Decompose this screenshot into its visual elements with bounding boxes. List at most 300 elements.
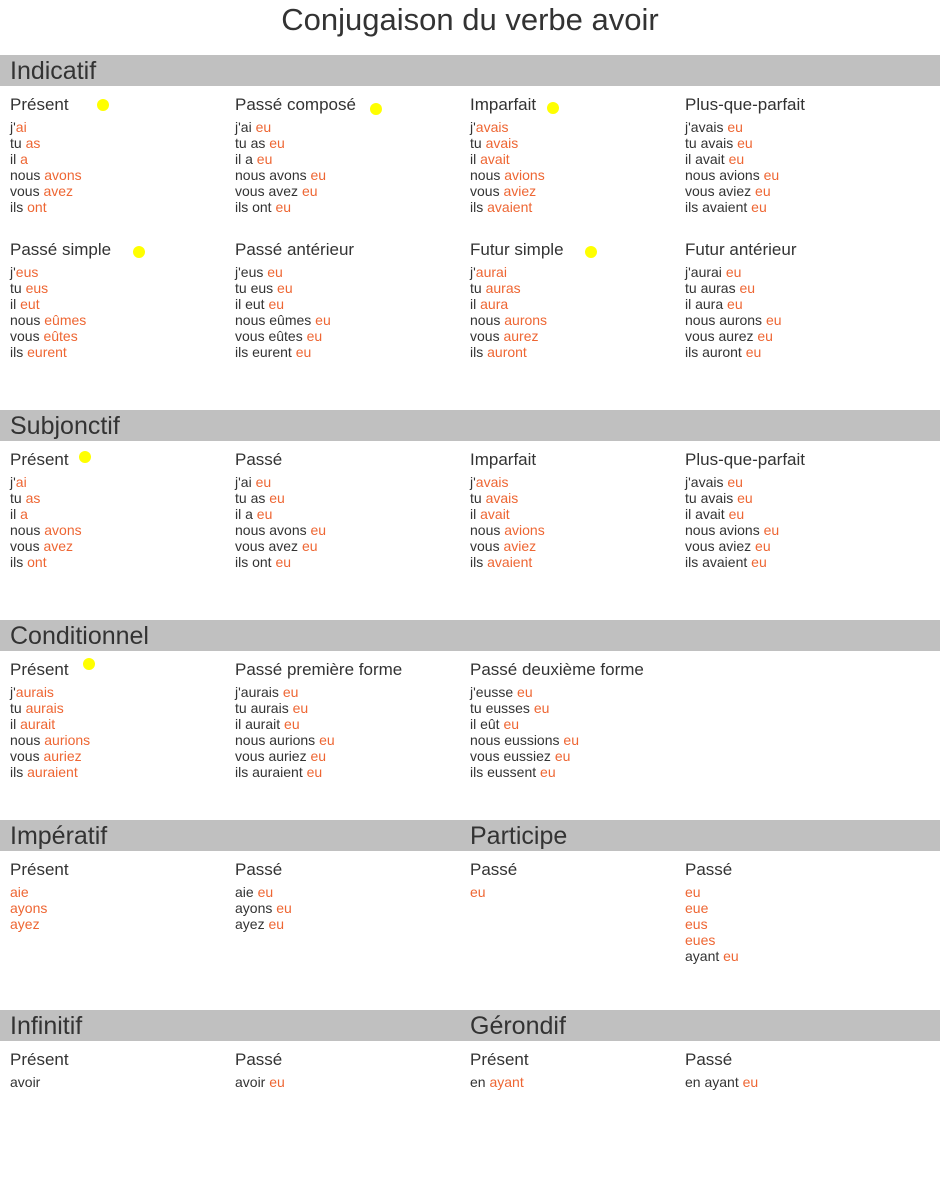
tense-block (10, 240, 240, 360)
conjugation-line (470, 135, 700, 151)
conjugation-stem: nous avons (235, 167, 311, 183)
conjugation-ending: eu (751, 199, 767, 215)
section-title: Infinitif (10, 1012, 83, 1040)
conjugation-stem: tu aurais (235, 700, 293, 716)
conjugation-line (685, 264, 915, 280)
section-title: Subjonctif (10, 412, 120, 440)
conjugation-line (470, 183, 700, 199)
conjugation-stem: il (470, 151, 481, 167)
conjugation-line (685, 916, 915, 932)
conjugation-line (235, 1074, 465, 1090)
conjugation-ending: avaient (487, 199, 533, 215)
tense-title: Plus-que-parfait (685, 450, 806, 469)
conjugation-stem: en ayant (685, 1074, 743, 1090)
conjugation-ending: a (20, 506, 28, 522)
conjugation-ending: auras (485, 280, 521, 296)
conjugation-stem: ils avaient (685, 199, 752, 215)
conjugation-line (10, 748, 240, 764)
tense-block (10, 660, 240, 780)
conjugation-list (685, 264, 915, 360)
conjugation-line (685, 296, 915, 312)
conjugation-line (470, 264, 700, 280)
conjugation-stem: il eût (470, 716, 504, 732)
conjugation-stem: j'eusse (470, 684, 518, 700)
tense-block (235, 660, 465, 780)
conjugation-ending: eu (727, 119, 743, 135)
conjugation-line (235, 506, 465, 522)
conjugation-stem: j'aurais (235, 684, 283, 700)
conjugation-list (10, 684, 240, 780)
conjugation-ending: eut (20, 296, 40, 312)
conjugation-line (470, 538, 700, 554)
conjugation-list (685, 884, 915, 964)
conjugation-stem: ils auraient (235, 764, 307, 780)
conjugation-line (235, 344, 465, 360)
conjugation-line (10, 167, 240, 183)
conjugation-line (470, 312, 700, 328)
conjugation-stem: j'ai (235, 119, 256, 135)
conjugation-stem: vous aviez (685, 183, 756, 199)
conjugation-ending: eu (755, 183, 771, 199)
conjugation-line (685, 522, 915, 538)
conjugation-ending: a (20, 151, 28, 167)
conjugation-ending: aurons (504, 312, 548, 328)
conjugation-ending: eu (255, 119, 272, 135)
section-band (0, 1010, 940, 1041)
tense-block (685, 860, 915, 964)
conjugation-list (10, 884, 240, 932)
conjugation-line (235, 684, 465, 700)
conjugation-stem: tu (10, 490, 26, 506)
marker-dot (585, 246, 597, 258)
conjugation-line (685, 884, 915, 900)
conjugation-line (235, 700, 465, 716)
conjugation-ending: avais (475, 119, 509, 135)
conjugation-line (470, 732, 700, 748)
conjugation-line (235, 764, 465, 780)
conjugation-ending: eu (256, 506, 273, 522)
conjugation-line (470, 522, 700, 538)
tense-title: Passé (685, 860, 733, 879)
conjugation-line (685, 199, 915, 215)
conjugation-stem: vous aurez (685, 328, 758, 344)
conjugation-line (235, 490, 465, 506)
section-band (0, 55, 940, 86)
conjugation-ending: eu (745, 344, 762, 360)
conjugation-stem: j' (10, 474, 16, 490)
section-title: Gérondif (470, 1012, 566, 1040)
marker-dot (83, 658, 95, 670)
tense-block (235, 1050, 465, 1090)
conjugation-line (470, 119, 700, 135)
conjugation-line (10, 522, 240, 538)
conjugation-ending: eu (470, 884, 486, 900)
conjugation-stem: tu eus (235, 280, 278, 296)
conjugation-ending: eu (765, 312, 782, 328)
conjugation-line (685, 932, 915, 948)
conjugation-line (235, 264, 465, 280)
conjugation-line (470, 506, 700, 522)
conjugation-ending: eu (255, 474, 272, 490)
conjugation-line (235, 900, 465, 916)
conjugation-list (235, 474, 465, 570)
conjugation-line (10, 554, 240, 570)
conjugation-ending: eûtes (43, 328, 78, 344)
conjugation-stem: il aurait (235, 716, 285, 732)
conjugation-ending: eue (685, 900, 709, 916)
conjugation-stem: j'avais (685, 119, 728, 135)
conjugation-line (470, 344, 700, 360)
conjugation-ending: as (25, 135, 41, 151)
conjugation-line (10, 264, 240, 280)
tense-title: Passé antérieur (235, 240, 355, 259)
conjugation-ending: aura (480, 296, 509, 312)
conjugation-stem: vous (10, 748, 44, 764)
conjugation-line (235, 135, 465, 151)
conjugation-line (10, 135, 240, 151)
conjugation-stem: tu (10, 700, 26, 716)
conjugation-ending: eu (269, 1074, 285, 1090)
conjugation-line (235, 199, 465, 215)
conjugation-line (10, 764, 240, 780)
conjugation-line (685, 538, 915, 554)
conjugation-ending: ont (27, 199, 47, 215)
conjugation-line (235, 716, 465, 732)
conjugation-ending: eu (268, 296, 285, 312)
conjugation-ending: avez (43, 183, 74, 199)
conjugation-stem: ils (470, 344, 488, 360)
conjugation-ending: avaient (487, 554, 533, 570)
conjugation-line (685, 119, 915, 135)
conjugation-ending: avait (480, 151, 510, 167)
conjugation-line (685, 900, 915, 916)
marker-dot (133, 246, 145, 258)
conjugation-line (685, 151, 915, 167)
tense-block (470, 860, 700, 900)
conjugation-stem: vous aviez (685, 538, 756, 554)
conjugation-stem: j' (470, 264, 476, 280)
conjugation-stem: nous avions (685, 167, 764, 183)
conjugation-stem: nous aurions (235, 732, 320, 748)
conjugation-stem: ils (10, 344, 28, 360)
conjugation-line (10, 716, 240, 732)
conjugation-line (470, 199, 700, 215)
conjugation-stem: avoir (235, 1074, 270, 1090)
conjugation-stem: ils eurent (235, 344, 296, 360)
conjugation-ending: eu (310, 167, 327, 183)
conjugation-ending: eu (292, 700, 309, 716)
conjugation-line (470, 716, 700, 732)
conjugation-ending: aurai (475, 264, 507, 280)
conjugation-line (10, 506, 240, 522)
conjugation-ending: auraient (27, 764, 78, 780)
conjugation-stem: j' (470, 474, 476, 490)
conjugation-stem: vous avez (235, 538, 302, 554)
conjugation-line (685, 312, 915, 328)
tense-block (10, 95, 240, 215)
conjugation-list (10, 119, 240, 215)
conjugation-line (235, 119, 465, 135)
conjugation-line (235, 328, 465, 344)
conjugation-ending: eu (310, 748, 327, 764)
marker-dot (547, 102, 559, 114)
conjugation-ending: eu (503, 716, 520, 732)
conjugation-ending: eu (269, 490, 285, 506)
conjugation-stem: ils (10, 199, 28, 215)
conjugation-ending: eues (685, 932, 716, 948)
conjugation-line (685, 490, 915, 506)
tense-title: Passé (235, 860, 283, 879)
tense-block (470, 660, 700, 780)
conjugation-stem: nous (10, 312, 45, 328)
conjugation-ending: eu (282, 684, 299, 700)
conjugation-stem: ils ont (235, 554, 276, 570)
conjugation-line (10, 732, 240, 748)
conjugation-stem: tu (10, 280, 26, 296)
conjugation-stem: nous (470, 312, 505, 328)
conjugation-ending: as (25, 490, 41, 506)
conjugation-ending: eu (757, 328, 773, 344)
conjugation-list (685, 119, 915, 215)
conjugation-ending: ayant (489, 1074, 524, 1090)
tense-title: Présent (10, 660, 69, 679)
conjugation-ending: ayons (10, 900, 48, 916)
conjugation-ending: ayez (10, 916, 40, 932)
tense-title: Présent (10, 450, 69, 469)
conjugation-stem: j'eus (235, 264, 268, 280)
conjugation-line (235, 732, 465, 748)
conjugation-stem: ils (470, 554, 488, 570)
conjugation-list (235, 119, 465, 215)
conjugation-line (235, 296, 465, 312)
conjugation-stem: tu eusses (470, 700, 534, 716)
tense-block (470, 95, 700, 215)
conjugation-list (10, 1074, 240, 1090)
conjugation-stem: il avait (685, 506, 729, 522)
conjugation-line (685, 183, 915, 199)
conjugation-ending: eu (554, 748, 571, 764)
conjugation-list (470, 684, 700, 780)
conjugation-list (10, 474, 240, 570)
conjugation-stem: j'aurai (685, 264, 726, 280)
conjugation-ending: eu (275, 199, 292, 215)
conjugation-line (470, 684, 700, 700)
conjugation-line (470, 764, 700, 780)
conjugation-line (470, 474, 700, 490)
conjugation-list (235, 264, 465, 360)
conjugation-ending: eu (728, 151, 745, 167)
tense-block (470, 450, 700, 570)
conjugation-line (685, 328, 915, 344)
conjugation-ending: auront (487, 344, 527, 360)
conjugation-stem: vous avez (235, 183, 302, 199)
conjugation-ending: eu (269, 135, 285, 151)
conjugation-list (470, 1074, 700, 1090)
conjugation-ending: eu (763, 167, 780, 183)
conjugation-list (470, 474, 700, 570)
conjugation-stem: nous avons (235, 522, 311, 538)
conjugation-ending: eus (25, 280, 49, 296)
conjugation-stem: ils eussent (470, 764, 541, 780)
section-title: Conditionnel (10, 622, 149, 650)
conjugation-line (10, 490, 240, 506)
conjugation-ending: eu (257, 884, 274, 900)
conjugation-stem: tu avais (685, 135, 738, 151)
conjugation-stem: nous (10, 522, 45, 538)
conjugation-stem: il a (235, 506, 257, 522)
conjugation-ending: eu (533, 700, 550, 716)
conjugation-line (10, 884, 240, 900)
tense-block (235, 240, 465, 360)
tense-block (235, 95, 465, 215)
conjugation-ending: eu (306, 328, 323, 344)
conjugation-stem: vous (470, 328, 504, 344)
conjugation-stem: tu avais (685, 490, 738, 506)
conjugation-ending: eu (267, 264, 283, 280)
tense-title: Passé simple (10, 240, 112, 259)
conjugation-ending: aie (10, 884, 29, 900)
conjugation-stem: j' (10, 264, 16, 280)
conjugation-line (235, 538, 465, 554)
conjugation-stem: ils (470, 199, 488, 215)
conjugation-ending: aurez (503, 328, 539, 344)
conjugation-line (10, 119, 240, 135)
conjugation-ending: eus (685, 916, 708, 932)
conjugation-list (235, 684, 465, 780)
conjugation-ending: avais (485, 135, 519, 151)
conjugation-stem: il (470, 296, 481, 312)
conjugation-stem: il (10, 151, 21, 167)
conjugation-stem: ils (10, 554, 28, 570)
conjugation-stem: ils ont (235, 199, 276, 215)
conjugation-line (10, 199, 240, 215)
conjugation-line (470, 328, 700, 344)
section-band (0, 410, 940, 441)
marker-dot (79, 451, 91, 463)
conjugation-ending: avais (485, 490, 519, 506)
tense-block (235, 450, 465, 570)
tense-block (10, 450, 240, 570)
conjugation-list (470, 119, 700, 215)
conjugation-ending: avait (480, 506, 510, 522)
conjugation-line (10, 684, 240, 700)
conjugation-list (235, 884, 465, 932)
conjugation-ending: eu (284, 716, 300, 732)
section-band (0, 620, 940, 651)
conjugation-ending: eûmes (44, 312, 87, 328)
conjugation-ending: eu (319, 732, 335, 748)
conjugation-stem: ayez (235, 916, 269, 932)
tense-block (10, 860, 240, 932)
conjugation-stem: tu auras (685, 280, 740, 296)
conjugation-line (470, 700, 700, 716)
conjugation-ending: eu (295, 344, 312, 360)
conjugation-line (10, 900, 240, 916)
conjugation-ending: eu (563, 732, 579, 748)
conjugation-stem: j' (10, 684, 16, 700)
conjugation-stem: vous eussiez (470, 748, 555, 764)
conjugation-ending: eu (310, 522, 327, 538)
conjugation-line (235, 554, 465, 570)
conjugation-ending: aurions (44, 732, 91, 748)
conjugation-line (470, 884, 700, 900)
tense-title: Passé (470, 860, 518, 879)
conjugation-ending: ai (15, 474, 27, 490)
tense-block (685, 450, 915, 570)
conjugation-line (235, 280, 465, 296)
conjugation-ending: eu (755, 538, 771, 554)
conjugation-ending: auriez (43, 748, 82, 764)
conjugation-line (685, 280, 915, 296)
tense-block (685, 240, 915, 360)
conjugation-stem: nous (470, 522, 505, 538)
conjugation-list (235, 1074, 465, 1090)
conjugation-line (470, 490, 700, 506)
tense-title: Imparfait (470, 95, 537, 114)
conjugation-line (10, 183, 240, 199)
tense-title: Passé deuxième forme (470, 660, 644, 679)
conjugation-stem: ils avaient (685, 554, 752, 570)
conjugation-ending: eu (727, 296, 743, 312)
conjugation-stem: il (10, 506, 21, 522)
conjugation-ending: eu (739, 280, 756, 296)
conjugation-ending: eus (15, 264, 39, 280)
marker-dot (370, 103, 382, 115)
tense-title: Imparfait (470, 450, 537, 469)
conjugation-stem: j' (470, 119, 476, 135)
tense-block (685, 1050, 915, 1090)
conjugation-line (10, 296, 240, 312)
conjugation-list (470, 264, 700, 360)
section-title: Impératif (10, 822, 108, 850)
tense-block (470, 240, 700, 360)
conjugation-ending: eu (737, 135, 753, 151)
conjugation-stem: il eut (235, 296, 269, 312)
conjugation-line (470, 748, 700, 764)
conjugation-line (235, 312, 465, 328)
conjugation-line (470, 1074, 700, 1090)
conjugation-ending: eu (725, 264, 742, 280)
conjugation-line (10, 916, 240, 932)
conjugation-line (10, 474, 240, 490)
conjugation-ending: eu (315, 312, 331, 328)
conjugation-ending: aviez (503, 538, 537, 554)
conjugation-ending: eu (306, 764, 323, 780)
conjugation-stem: il (10, 716, 21, 732)
conjugation-line (470, 151, 700, 167)
conjugation-stem: tu (470, 280, 486, 296)
conjugation-ending: ai (15, 119, 27, 135)
conjugation-stem: tu as (235, 135, 270, 151)
conjugation-line (10, 328, 240, 344)
conjugation-stem: vous (470, 183, 504, 199)
conjugation-stem: vous eûtes (235, 328, 307, 344)
conjugation-line (235, 167, 465, 183)
conjugation-line (685, 474, 915, 490)
tense-block (10, 1050, 240, 1090)
conjugation-line (10, 151, 240, 167)
tense-title: Présent (10, 95, 69, 114)
conjugation-ending: ont (27, 554, 47, 570)
tense-block (235, 860, 465, 932)
page-title: Conjugaison du verbe avoir (281, 2, 659, 37)
conjugation-stem: ils (10, 764, 28, 780)
conjugation-line (10, 312, 240, 328)
conjugation-ending: eu (277, 280, 293, 296)
tense-block (685, 95, 915, 215)
conjugation-list (685, 1074, 915, 1090)
conjugation-ending: eu (276, 900, 292, 916)
